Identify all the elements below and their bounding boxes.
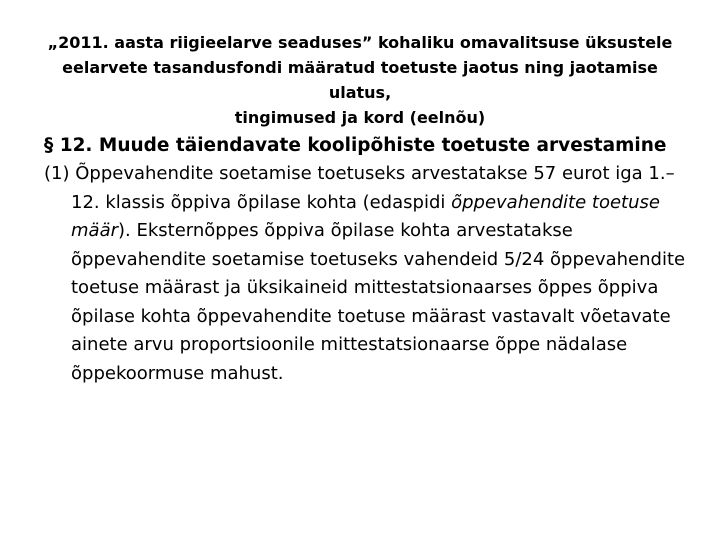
paragraph-italic-term: õppevahendite toetuse määr [71,191,660,241]
slide-content [44,132,694,388]
title-line-1: „2011. aasta riigieelarve seaduses” kohaliku omavalitsuse üksustele [47,33,673,52]
slide-title [40,30,680,130]
title-line-3: tingimused ja kord (eelnõu) [234,108,486,127]
paragraph-1 [44,160,694,388]
section-heading: § 12. Muude täiendavate koolipõhiste toetuste arvestamine [44,135,667,156]
paragraph-text-part-2: ). Eksternõppes õppiva õpilase kohta arvestatakse õppevahendite soetamise toetuseks vahendeid 5/24 õppevahendite toetuse määrast ja üksikaineid mittestatsionaarses õppes õppiva õpilase kohta õppevahendite toetuse määrast vastavalt võetavate ainete arvu proportsioonile mittestatsionaarse õppe nädalase õppekoormuse mahust. [71,220,686,384]
title-line-2: eelarvete tasandusfondi määratud toetuste jaotus ning jaotamise ulatus, [62,58,658,102]
paragraph-text-part-1: (1) Õppevahendite soetamise toetuseks arvestatakse 57 eurot iga 1.–12. klassis õppiva õpilase kohta (edaspidi [44,163,675,213]
